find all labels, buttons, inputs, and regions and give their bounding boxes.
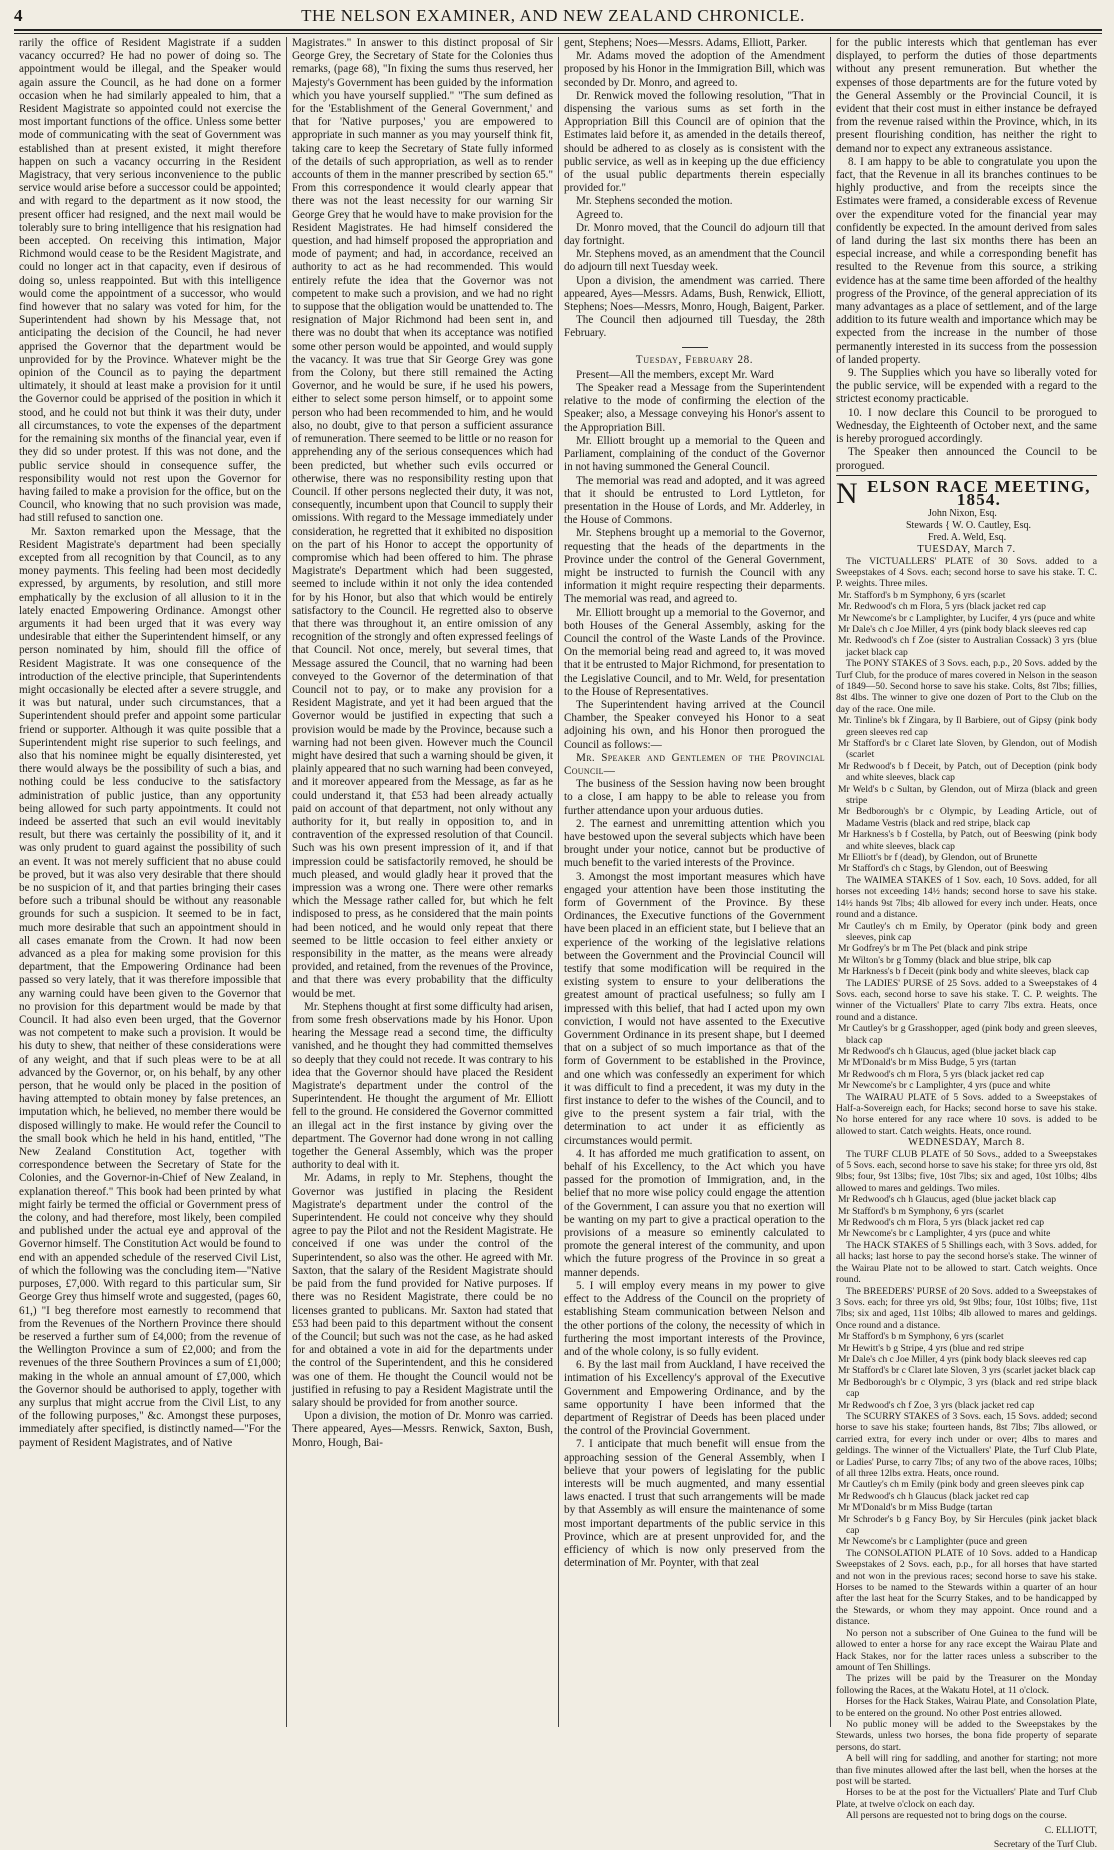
race-entry: Mr Redwood's ch h Glaucus, aged (blue jacket black cap [838, 1194, 1057, 1206]
race-description: The BREEDERS' PURSE of 20 Sovs. added to a Sweepstakes of 3 Sovs. each; for three yrs old, 9st 9lbs; four, 10st 10lbs; five, 11st 7lbs; six and aged, 11st 10lbs; 4lb allowed to mares and geldings. Once round and a distance. [836, 1285, 1097, 1331]
steward-row: Stewards { W. O. Cautley, Esq. [906, 520, 1031, 532]
col3-paragraph: 5. I will employ every means in my power to give effect to the Address of the Council on the propriety of establishing Steam communication between Nelson and the other portions of the colony, the necessity of which in furthering the most important interests of the Province, and of the whole colony, is so fully evident. [564, 1279, 825, 1358]
race-entry: Mr Elliott's br f (dead), by Glendon, out of Brunette [838, 852, 1038, 864]
race-entry: Mr Redwood's ch m Flora, 5 yrs (black jacket red cap [838, 1068, 1045, 1080]
col2-paragraph-adams: Mr. Adams, in reply to Mr. Stephens, thought the Governor was justified in placing the Resident Magistrate's department under the control of the Superintendent. He could not conceive why they should agree to pay the Pilot and not the Resident Magistrate. He conceived if one was under the control of the Superintendent, so also was the other. He agreed with Mr. Saxton, that the salary of the Resident Magistrate should be paid from the fund provided for Native purposes. If there was no Resident Magistrate, there could be no licenses granted to publicans. Mr. Saxton had stated that £53 had been paid to this department without the consent of the Council; but such was not the case, as he had asked for and obtained a vote in aid for the departments under the control of the Superintendent, and this he considered was one of them. He thought the Council would not be justified in refusing to pay a Resident Magistrate until the salary should be provided for from another source. [292, 1172, 553, 1409]
race-entry: Mr Harkness's b f Deceit (pink body and white sleeves, black cap [838, 966, 1090, 978]
race-day-heading: WEDNESDAY, March 8. [908, 1137, 1025, 1149]
race-entry: Mr Newcome's br c Lamplighter (puce and green [838, 1536, 1027, 1548]
race-entry: Mr. Redwood's ch m Flora, 5 yrs (black jacket red cap [838, 601, 1046, 613]
race-notice: No person not a subscriber of One Guinea to the fund will be allowed to enter a horse for any race except the Wairau Plate and Hack Stakes, nor for the latter races unless a subscriber to the amount of Ten Shillings. [836, 1627, 1097, 1673]
race-entry: Mr Redwood's ch h Glaucus, aged (blue jacket black cap [838, 1045, 1057, 1057]
race-day-heading: TUESDAY, March 7. [917, 544, 1016, 556]
race-entry: Mr M'Donald's br m Miss Budge (tartan [838, 1502, 993, 1514]
date-heading: Tuesday, February 28. [635, 353, 754, 366]
steward: John Nixon, Esq. [928, 508, 997, 520]
col1-paragraph-saxton: Mr. Saxton remarked upon the Message, that the Resident Magistrate's department had been specially excepted from all recognition by that Council, as to any money payments. This feeling had been most decidedly expressed, by arguments, by resolution, and still more emphatically by the exclusion of all allusion to it in the lately enacted Empowering Ordinance. Amongst other arguments it had been urged that it was every way undesirable that either the Superintendent himself, or any person nominated by him, should fill the office of Resident Magistrate. It was one consequence of the introduction of the elective principle, that Superintendents might occasionally be elected after a severe struggle, and it was but natural, under such circumstances, that a Superintendent should prefer and appoint some particular friend or supporter. Although it was quite possible that a Superintendent might rise superior to such feelings, and also that his nominee might be equally disinterested, yet there would always be the possibility of such a bias, and nothing could be less conducive to the satisfactory administration of public justice, than any opportunity being allowed for such party appointments. It could not indeed be asserted that such an evil would inevitably result, but there was certainly the possibility of it, and it was only prudent to guard against the possibility of such an event. It was not merely sufficient that no abuse could be proved, but it was also very desirable that there should be no suspicion of it, and that parties bringing their cases before such a tribunal should be without any reasonable grounds for such a suspicion. It seemed to be in fact, much more desirable that such an appointment should in all cases emanate from the Crown. It had now been advanced as a plea for making some provision for this department, that the Empowering Ordinance had been passed so very lately, that it was therefore impossible that any warning could have been given to the Governor that no provision for this department would be made by that Council. It had also even been urged, that the Governor was not competent to make such a provision. It would be his duty to shew, that neither of these considerations were of any weight, and that if such pleas were to be at all advanced by the Governor, or, on his behalf, by any other person, that he would only be placed in the position of having attempted to obtain money by false pretences, an imputation which, he believed, no member there would be disposed willingly to make. He would refer the Council to the small book which he held in his hand, entitled, "The New Zealand Constitution Act, together with correspondence between the Secretary of State for the Colonies, and the Governor-in-Chief of New Zealand, in explanation thereof." This book had been printed by what might fairly be termed the official or Government press of the colony, and had therefore, most likely, been compiled and published under the actual eye and approval of the Governor himself. The Constitution Act would be found to end with an appended schedule of the reserved Civil List, of which the following was the concluding item—"Native purposes, £7,000. With regard to this particular sum, Sir George Grey thus himself wrote and suggested, (pages 60, 61,) "I beg therefore most earnestly to recommend that from the Revenues of the Northern Province there should be reserved a further sum of £4,000; from the revenue of the Wellington Province a sum of £2,000; and from the revenues of the three Southern Provinces a sum of £1,000; making in the whole an annual amount of £7,000, which the Governor should be authorised to apply, together with any surplus that might accrue from the Civil List, to any of the following purposes," &c. Amongst these purposes, immediately after specified, is distinctly named—"For the payment of Resident Magistrates, and of Native [19, 525, 281, 1449]
col3-paragraph: The memorial was read and adopted, and it was agreed that it should be entrusted to Lord Lyttleton, for presentation in the House of Lords, and Mr. Adderley, in the House of Commons. [564, 474, 825, 527]
col3-paragraph: Dr. Monro moved, that the Council do adjourn till that day fortnight. [564, 221, 825, 248]
race-notice: Horses for the Hack Stakes, Wairau Plate, and Consolation Plate, to be entered on the ground. No other Post entries allowed. [836, 1696, 1097, 1719]
col4-paragraph: 10. I now declare this Council to be prorogued to Wednesday, the Eighteenth of October next, and the same is hereby prorogued accordingly. [836, 406, 1097, 446]
col3-paragraph: 4. It has afforded me much gratification to assent, on behalf of his Excellency, to the Act which you have passed for the promotion of Immigration, and, in the belief that no more wise policy could engage the attention of the Government, I can assure you that no exertion will be wanting on my part to give a practical operation to the provisions of a measure so eminently calculated to promote the general interest of the community, and upon which the future progress of the Province in so great a manner depends. [564, 1147, 825, 1279]
race-entry: Mr Redwood's ch m Flora, 5 yrs (black jacket red cap [838, 1217, 1045, 1229]
race-entry: Mr Stafford's br c Claret late Sloven, 3 yrs (scarlet jacket black cap [838, 1365, 1096, 1377]
race-entry: Mr Redwood's ch f Zoe, 3 yrs (black jacket red cap [838, 1399, 1035, 1411]
column-2 [286, 37, 558, 1727]
race-entry: Mr Bedborough's br c Olympic, 3 yrs (black and red stripe black cap [838, 1376, 1097, 1400]
race-entry: Mr Cautley's ch m Emily, by Operator (pink body and green sleeves, pink cap [838, 920, 1097, 943]
race-entry: Mr Schroder's b g Fancy Boy, by Sir Hercules (pink jacket black cap [838, 1513, 1097, 1537]
col2-paragraph: Magistrates." In answer to this distinct proposal of Sir George Grey, the Secretary of State for the Colonies thus remarks, (page 68), "In fixing the sums thus reserved, her Majesty's Government has been guided by the information which you have yourself supplied." "The sum defined as for the 'Establishment of the General Government,' and that for 'Native purposes,' you are empowered to appropriate in such manner as you may yourself think fit, taking care to keep the Secretary of State fully informed of the details of such appropriation, as well as to render accounts of them in the manner prescribed by section 65." From this correspondence it would clearly appear that there was not the least necessity for our warning Sir George Grey that he would have to make provision for the Resident Magistrates. He had himself considered the question, and had himself proposed the appropriation and mode of payment; and had, in accordance, received an authority to act as he had recommended. This would entirely refute the idea that the Governor was not competent to make such a provision, and we had no right to suppose that the obligation would be unattended to. The resignation of Major Richmond had been sent in, and there was no doubt that when its acceptance was notified some other person would be appointed, and would supply the vacancy. It was true that Sir George Grey was gone from the Colony, but there still remained the Acting Governor, and he would be sure, if he used his powers, either to select some person himself, or to appoint some person who had been recommended to him, and he would also, no doubt, give to that person a sufficient assurance of remuneration. There seemed to be little or no reason for apprehending any of the serious consequences which had been predicted, but whether such evils occurred or otherwise, there was no responsibility resting upon that Council. If other persons neglected their duty, it was not, consequently, incumbent upon that Council to supply their omissions. With regard to the Message immediately under consideration, he regretted that it exhibited no disposition on the part of his Honor to accept the opportunity of compromise which had been offered to him. The phrase Magistrate's Department which had been suggested, seemed to include within it not only the idea contended for by his Honor, but also that which would be entirely satisfactory to the Council. He regretted also to observe that there was throughout it, an entire omission of any recognition of the strongly and often expressed feelings of that Council. Not once, merely, but several times, that Message assured the Council, that no warning had been conveyed to the Governor of the determination of that Council not to pay, or to make any provision for a Resident Magistrate, and yet it had been argued that the Governor would be justified in expecting that such a provision would be made by the Province, because such a warning had not been given. However much the Council might have desired that such a warning should be given, it plainly appeared that no such warning had been conveyed, and it moreover appeared from the Message, as far as he could understand it, that £53 had been already actually paid on account of that department, not only without any authority for it, but really in opposition to, and in contravention of the expressed resolution of that Council. Such was his own present impression of it, and if that impression could be satisfactorily removed, he should be much pleased, and would gladly hear it proved that the impression was a wrong one. There were other remarks which the Message rather called for, but which he felt indisposed to press, as he considered that the main points had been noticed, and he would only repeat that there seemed to be little occasion to feel either anxiety or responsibility in the matter, as the means were already provided, and retained, from the revenues of the Province, and that there was every probability that the difficulty would be met. [292, 37, 553, 1000]
col3-paragraph: Mr. Stephens brought up a memorial to the Governor, requesting that the heads of the departments in the Province under the control of the General Government, might be instructed to furnish the Council with any information it might require respecting their deparments. The memorial was read, and agreed to. [564, 527, 825, 606]
address-salutation: Mr. Speaker and Gentlemen of the Provincial Council— [564, 751, 825, 777]
race-entry: Mr Bedborough's br c Olympic, by Leading Article, out of Madame Vestris (black and red stripe, black cap [838, 806, 1097, 829]
race-notice: A bell will ring for saddling, and another for starting; not more than five minutes allowed after the last bell, when the horses at the post will be started. [836, 1753, 1097, 1787]
newspaper-title: THE NELSON EXAMINER, AND NEW ZEALAND CHRONICLE. [301, 6, 805, 25]
race-description: The HACK STAKES of 5 Shillings each, with 3 Sovs. added, for all hacks; last horse to pay the second horse's stake. The winner of the Wairau Plate not to be allowed to start. Catch weights. Once round. [836, 1239, 1097, 1286]
race-entry: Mr Stafford's ch c Stags, by Glendon, out of Beeswing [838, 863, 1048, 875]
race-entry: Mr. Stafford's b m Symphony, 6 yrs (scarlet [838, 589, 1006, 601]
col2-paragraph-stephens: Mr. Stephens thought at first some difficulty had arisen, from some fresh observations made by his Honor. Upon hearing the Message read a second time, the difficulty vanished, and he thought they had committed themselves so deeply that they could not recede. It was contrary to his idea that the Governor should have placed the Resident Magistrate's department under the control of the Superintendent. He thought the argument of Mr. Elliott fell to the ground. He considered the Governor committed an illegal act in the first instance by giving over the department. The Governor had done wrong in not calling together the General Assembly, which was the proper authority to deal with it. [292, 1000, 553, 1172]
race-meeting-title [836, 476, 1097, 510]
columns [14, 37, 1102, 1850]
race-description: The CONSOLATION PLATE of 10 Sovs. added to a Handicap Sweepstakes of 2 Sovs. each, p.p., for all horses that have started and not won in the previous races; second horse to save his stake. Horses to be named to the Stewards within a quarter of an hour after the last heat for the Scurry Stakes, and to be handicapped by the Stewards, or whom they may appoint. Once round and a distance. [836, 1547, 1097, 1628]
col3-paragraph: 6. By the last mail from Auckland, I have received the intimation of his Excellency's approval of the Executive Government and Empowering Ordinance, and by the same opportunity I have been informed that the department of Registrar of Deeds has been placed under the control of the Provincial Government. [564, 1359, 825, 1438]
masthead [14, 6, 1102, 26]
race-description: The WAIRAU PLATE of 5 Sovs. added to a Sweepstakes of Half-a-Sovereign each, for Hacks; second horse to save his stake. No horse entered for any race where 10 sovs. is added to be allowed to start. Catch weights. Heats, once round. [836, 1091, 1097, 1137]
race-entry: Mr Wilton's br g Tommy (black and blue stripe, blk cap [838, 954, 1052, 966]
race-entry: Mr Newcome's br c Lamplighter, by Lucifer, 4 yrs (puce and white [838, 612, 1095, 624]
race-entry: Mr Dale's ch c Joe Miller, 4 yrs (pink body black sleeves red cap [838, 623, 1087, 635]
race-entry: Mr Stafford's b m Symphony, 6 yrs (scarlet [838, 1331, 1004, 1343]
race-entry: Mr Weld's b c Sultan, by Glendon, out of Mirza (black and green stripe [838, 783, 1097, 807]
col3-paragraph: Mr. Stephens seconded the motion. [576, 195, 733, 208]
col3-paragraph: The Speaker read a Message from the Superintendent relative to the mode of confirming the election of the Speaker; also, a Message conveying his Honor's assent to the Appropriation Bill. [564, 382, 825, 434]
race-entry: Mr Newcome's br c Lamplighter, 4 yrs (puce and white [838, 1080, 1051, 1092]
col3-paragraph: Mr. Adams moved the adoption of the Amendment proposed by his Honor in the Immigration Bill, which was seconded by Dr. Monro, and agreed to. [564, 50, 825, 89]
column-1 [14, 37, 286, 1727]
race-notice: Horses to be at the post for the Victuallers' Plate and Turf Club Plate, at twelve o'clock on each day. [836, 1787, 1097, 1810]
col3-paragraph: Upon a division, the amendment was carried. There appeared, Ayes—Messrs. Adams, Bush, Renwick, Elliott, Stephens; Noes—Messrs, Monro, Hough, Baigent, Parker. [564, 274, 825, 314]
col4-paragraph: 9. The Supplies which you have so liberally voted for the public service, will be expended with a regard to the strictest economy practicable. [836, 367, 1097, 406]
col3-paragraph: 7. I anticipate that much benefit will ensue from the approaching session of the General Assembly, when I believe that your powers of legislating for the public interests will be much augmented, and many essential laws enacted. I trust that such arrangements will be made by that Assembly as will ensure the maintenance of some most important departments of the public service in this Province, which are at present unprovided for, and the efficiency of which is now only preserved from the determination of Mr. Poynter, with that zeal [564, 1438, 825, 1570]
race-entry: Mr Godfrey's br m The Pet (black and pink stripe [838, 943, 1028, 955]
race-entry: Mr Hewitt's b g Stripe, 4 yrs (blue and red stripe [838, 1342, 1024, 1354]
race-description: The VICTUALLERS' PLATE of 30 Sovs. added to a Sweepstakes of 4 Sovs. each; second horse to save his stake. T. C. P. weights. Three miles. [836, 555, 1097, 590]
masthead-rule-thin [14, 33, 1102, 34]
race-entry: Mr Dale's ch c Joe Miller, 4 yrs (pink body black sleeves red cap [838, 1353, 1087, 1365]
section-divider [682, 347, 708, 348]
col3-paragraph: Mr. Elliott brought up a memorial to the Queen and Parliament, complaining of the conduct of the Governor in not having summoned the General Council. [564, 434, 825, 474]
race-description: The TURF CLUB PLATE of 50 Sovs., added to a Sweepstakes of 5 Sovs. each, second horse to save his stake; for three yrs old, 8st 9lbs; four, 9st 13lbs; five, 10st 7lbs; six and aged, 10st 10lbs; 4lbs allowed to mares and geldings. Two miles. [836, 1148, 1097, 1194]
col3-paragraph: The Superintendent having arrived at the Council Chamber, the Speaker conveyed his Honor to a seat adjoining his own, and his Honor then prorogued the Council as follows:— [564, 698, 825, 751]
col3-paragraph: The business of the Session having now been brought to a close, I am happy to be able to release you from further attendance upon your arduous duties. [564, 778, 825, 817]
column-3 [558, 37, 830, 1727]
present-line: Present—All the members, except Mr. Ward [576, 368, 774, 381]
col3-paragraph: Dr. Renwick moved the following resolution, "That in dispensing the various sums as set forth in the Appropriation Bill this Council are of opinion that the Estimates laid before it, as amended in the details thereof, should be adhered to as closely as is consistent with the public service, as well as in keeping up the due efficiency of the usual public departments therein especially provided for." [564, 89, 825, 195]
race-entry: Mr Stafford's b m Symphony, 6 yrs (scarlet [838, 1205, 1004, 1217]
race-description: The SCURRY STAKES of 3 Sovs. each, 15 Sovs. added; second horse to save his stake; fourteen hands, 8st 7lbs; 7lbs allowed, or carried extra, for every inch under or over; 4lbs to mares and geldings. The winner of the Victuallers' Plate, the Turf Club Plate, or Ladies' Purse, to carry 7lbs; of any two of the above races, 10lbs; of all three 12lbs extra. Heats, once round. [836, 1410, 1097, 1480]
column-4 [830, 37, 1102, 1850]
race-description: The PONY STAKES of 3 Sovs. each, p.p., 20 Sovs. added by the Turf Club, for the produce of mares covered in Nelson in the season of 1849—50. Second horse to save his stake. Colts, 8st 7lbs; fillies, 8st 4lbs. The winner to give one dozen of Port to the Club on the day of the race. One mile. [836, 658, 1098, 715]
race-entry: Mr Harkness's b f Costella, by Patch, out of Beeswing (pink body and white sleeves, black cap [838, 829, 1097, 852]
signature-name: C. ELLIOTT, [1044, 1824, 1097, 1836]
race-notice: No public money will be added to the Sweepstakes by the Stewards, unless two horses, the bona fide property of separate persons, do start. [836, 1718, 1097, 1753]
col3-paragraph: 2. The earnest and unremitting attention which you have bestowed upon the several subjects which have been brought under your notice, cannot but be productive of much benefit to the varied interests of the Province. [564, 817, 825, 870]
race-entry: Mr Cautley's br g Grasshopper, aged (pink body and green sleeves, black cap [838, 1023, 1097, 1046]
col3-paragraph: The Council then adjourned till Tuesday, the 28th February. [564, 314, 825, 340]
col3-paragraph: Agreed to. [576, 208, 624, 221]
race-title-text: ELSON RACE MEETING, 1854. [867, 476, 1091, 509]
race-description: The LADIES' PURSE of 25 Sovs. added to a Sweepstakes of 4 Sovs. each, second horse to save his stake. T. C. P. weights. The winner of the Victuallers' Plate to carry 7lbs extra. Heats, once round and a distance. [836, 977, 1097, 1023]
race-notice: The prizes will be paid by the Treasurer on the Monday following the Races, at the Wakatu Hotel, at 11 o'clock. [836, 1673, 1097, 1696]
page-number: 4 [14, 6, 23, 25]
col3-paragraph: gent, Stephens; Noes—Messrs. Adams, Elliott, Parker. [564, 37, 808, 49]
race-description: The WAIMEA STAKES of 1 Sov. each, 10 Sovs. added, for all horses not exceeding 14½ hands; second horse to save his stake. 14½ hands 9st 7lbs; 4lb allowed for every inch under. Heats, once round and a distance. [836, 874, 1097, 921]
race-entry: Mr Newcome's br c Lamplighter, 4 yrs (puce and white [838, 1228, 1051, 1240]
col3-paragraph: Mr. Stephens moved, as an amendment that the Council do adjourn till next Tuesday week. [564, 248, 825, 274]
col3-paragraph: Mr. Elliott brought up a memorial to the Governor, and both Houses of the General Assembly, asking for the Council the control of the Waste Lands of the Province. On the memorial being read and agreed to, it was moved that it be entrusted to Major Richmond, for presentation to the Legislative Council, and to Mr. Weld, for presentation to the House of Representatives. [564, 606, 825, 698]
col4-paragraph: 8. I am happy to be able to congratulate you upon the fact, that the Revenue in all its branches continues to be highly productive, and from the receipts since the Estimates were framed, a considerable excess of Revenue over the expenditure voted for the financial year may confidently be expected. In the amount derived from sales of land during the last six months there has been an especial increase, and while a corresponding benefit has resulted to the Revenue from this source, a striking evidence has at the same time been afforded of the healthy progress of the Province, of the general appreciation of its many advantages as a place of settlement, and of the large addition to its future wealth and importance which may be expected from the increase in the number of those permanently interested in its success from the possession of landed property. [836, 155, 1097, 366]
col2-paragraph-division: Upon a division, the motion of Dr. Monro was carried. There appeared, Ayes—Messrs. Renwick, Saxton, Bush, Monro, Hough, Bai- [292, 1410, 553, 1449]
race-notice: All persons are requested not to bring dogs on the course. [846, 1810, 1067, 1822]
steward: W. O. Cautley, Esq. [952, 520, 1031, 532]
signature-title: Secretary of the Turf Club. [993, 1839, 1097, 1850]
stewards-label: Stewards [906, 520, 943, 532]
race-entry: Mr Redwood's b f Deceit, by Patch, out of Deception (pink body and white sleeves, black cap [838, 760, 1097, 784]
stewards-list [906, 508, 1097, 544]
col4-paragraph: for the public interests which that gentleman has ever displayed, to perform the duties of those departments without any present remuneration. But whether the expenses of those departments are for the future voted by the General Assembly or the Provincial Council, it is evident that their cost must in either instance be defrayed from the revenue raised within the Province, which, in its present flourishing condition, has neither the right to demand nor to expect any extraneous assistance. [836, 37, 1097, 155]
race-entry: Mr M'Donald's br m Miss Budge, 5 yrs (tartan [838, 1057, 1016, 1069]
race-title-initial: N [836, 476, 859, 510]
race-entry: Mr. Redwood's ch f Zoe (sister to Australian Cossack) 3 yrs (blue jacket black cap [838, 635, 1097, 658]
masthead-rule [14, 29, 1102, 31]
col1-paragraph: rarily the office of Resident Magistrate if a sudden vacancy occurred? He had no power of doing so. The appointment would be illegal, and the Speaker would again assure the Council, as he had done on a former occasion when he had similarly appealed to him, that a Resident Magistrate so appointed could not exercise the most important functions of the office. Unless some better mode of communicating with the seat of Government was established than at present existed, it might therefore happen on such a vacancy occurring in the Resident Magistracy, that very serious inconvenience to the public service would arise before a successor could be appointed; and with regard to the department as it now stood, the present officer had resigned, and the next mail would be tolerably sure to bring intelligence that his resignation had been accepted. On receiving this intimation, Major Richmond would cease to be the Resident Magistrate, and could no longer act in that capacity, even if desirous of doing so, unless reappointed. But with this intelligence would come the appointment of a successor, who would find however that no salary was voted for him, for the Superintendent had shown by his Message that, not anticipating the decision of the Council, he had never apprised the Governor that the department would be unprovided for by the Province. Whatever might be the opinion of the Council as to paying the department ultimately, it should at least make a provision for it until the Governor could be apprised of the position in which it stood, and he could not but think it was their duty, under all circumstances, to vote the expenses of the department for the remaining six months of the financial year, even if they did so under protest. If this was not done, and the public service should in consequence suffer, the responsibility would not rest upon the Governor for having failed to make a provision for the office, but on the Council, who knowing that no such provision was made, had still refused to sanction one. [19, 37, 281, 525]
steward: Fred. A. Weld, Esq. [928, 532, 1007, 544]
race-entry: Mr. Tinline's bk f Zingara, by Il Barbiere, out of Gipsy (pink body green sleeves red cap [838, 715, 1097, 738]
race-entry: Mr Cautley's ch m Emily (pink body and green sleeves pink cap [838, 1479, 1085, 1491]
col3-paragraph: 3. Amongst the most important measures which have engaged your attention have been those instituting the form of Government of the Province. By these Ordinances, the Executive functions of the Government have been placed in an efficient state, but I believe that an experience of the working of the legislative relations between the Government and the Provincial Council will testify that some modification will be required in the existing system to ensure to your deliberations the greatest amount of practical usefulness; so fully am I impressed with this belief, that had I acted upon my own conviction, I would not have assented to the Executive Government Ordinance in its present shape, but I deemed that on a subject of so much importance as that of the form of Government to be established in the Province, and one which was confessedly an experiment for which it was difficult to find a precedent, it was my duty in the first instance to defer to the wishes of the Council, and to give to the present system a fair trial, with the determination to act under it as efficiently as circumstances would permit. [564, 870, 825, 1147]
race-entry: Mr Stafford's br c Claret late Sloven, by Glendon, out of Modish (scarlet [838, 738, 1097, 761]
race-programme [836, 544, 1097, 1850]
race-entry: Mr Redwood's ch h Glaucus (black jacket red cap [838, 1490, 1029, 1502]
col4-paragraph: The Speaker then announced the Council to be prorogued. [836, 446, 1097, 472]
advert-rule [836, 475, 1097, 476]
